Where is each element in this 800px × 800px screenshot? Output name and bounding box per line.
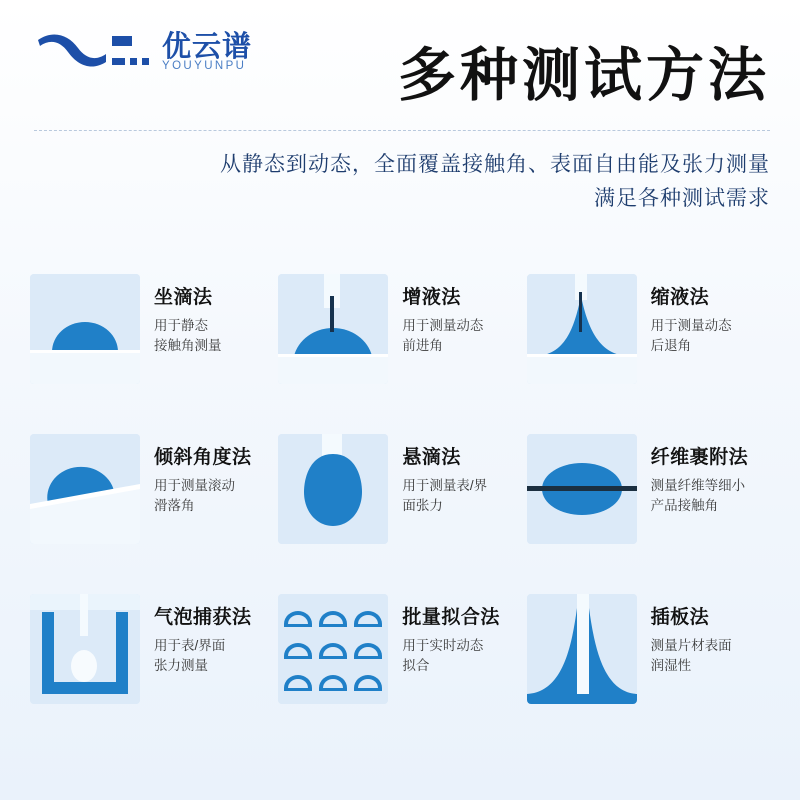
- method-title: 悬滴法: [402, 447, 461, 468]
- method-desc: [402, 636, 500, 676]
- method-card[interactable]: [278, 268, 521, 418]
- method-text: [651, 588, 732, 676]
- method-desc-line-1: 用于测量滚动: [154, 478, 235, 493]
- method-card[interactable]: [30, 268, 273, 418]
- pendant-drop-icon: [278, 434, 388, 544]
- method-desc: [402, 316, 483, 356]
- method-card[interactable]: [30, 428, 273, 578]
- method-desc-line-2: 拟合: [402, 658, 430, 673]
- method-title: 插板法: [650, 607, 710, 628]
- method-text: [402, 428, 487, 516]
- method-title: 坐滴法: [154, 287, 213, 308]
- page-title: 多种测试方法: [397, 41, 770, 109]
- page-subtitle: [50, 148, 770, 216]
- method-card[interactable]: [278, 588, 521, 738]
- method-desc-line-1: 用于静态: [154, 318, 208, 333]
- method-desc-line-2: 接触角测量: [154, 338, 222, 353]
- method-card[interactable]: [278, 428, 521, 578]
- method-title: 纤维裹附法: [650, 447, 749, 468]
- methods-grid: [30, 268, 770, 738]
- sessile-drop-icon: [30, 274, 140, 384]
- batch-fitting-icon: [278, 594, 388, 704]
- method-desc-line-2: 张力测量: [154, 658, 208, 673]
- method-text: [154, 428, 252, 516]
- method-desc-line-2: 润湿性: [650, 658, 692, 673]
- method-text: [154, 268, 222, 356]
- method-desc-line-1: 用于测量表/界: [402, 478, 488, 493]
- method-desc-line-2: 滑落角: [154, 498, 195, 513]
- method-desc: [154, 476, 252, 516]
- brand-logo: [34, 18, 254, 80]
- header-divider: [34, 130, 770, 131]
- method-desc: [651, 636, 732, 676]
- method-text: [154, 588, 252, 676]
- method-card[interactable]: [30, 588, 273, 738]
- brand-name: 优云谱: [162, 31, 253, 63]
- plate-method-icon: [527, 594, 637, 704]
- receding-drop-icon: [527, 274, 637, 384]
- method-desc: [402, 476, 487, 516]
- method-desc-line-1: 测量纤维等细小: [650, 478, 746, 493]
- method-text: [651, 268, 732, 356]
- wave-logo-icon: [34, 24, 154, 76]
- method-text: [402, 588, 500, 676]
- method-desc: [651, 316, 732, 356]
- method-desc-line-1: 用于表/界面: [154, 638, 226, 653]
- method-title: 气泡捕获法: [154, 607, 252, 628]
- subtitle-line-1: 从静态到动态，全面覆盖接触角、表面自由能及张力测量: [220, 153, 770, 176]
- page-header: [0, 0, 800, 130]
- method-desc: [154, 636, 252, 676]
- method-desc-line-2: 前进角: [402, 338, 443, 353]
- method-card[interactable]: [527, 268, 770, 418]
- method-desc-line-2: 面张力: [402, 498, 443, 513]
- method-desc-line-2: 后退角: [650, 338, 692, 353]
- advancing-drop-icon: [278, 274, 388, 384]
- subtitle-line-2: 满足各种测试需求: [594, 187, 770, 210]
- method-desc-line-2: 产品接触角: [650, 498, 719, 513]
- method-card[interactable]: [527, 588, 770, 738]
- method-desc: [651, 476, 749, 516]
- method-text: [402, 268, 483, 356]
- method-title: 批量拟合法: [402, 607, 500, 628]
- fiber-wetting-icon: [527, 434, 637, 544]
- tilt-angle-icon: [30, 434, 140, 544]
- method-title: 增液法: [402, 287, 461, 308]
- method-text: [651, 428, 749, 516]
- method-card[interactable]: [527, 428, 770, 578]
- method-desc-line-1: 用于实时动态: [402, 638, 484, 653]
- method-desc-line-1: 测量片材表面: [650, 638, 732, 653]
- brand-pinyin: YOUYUNPU: [162, 60, 247, 72]
- method-desc-line-1: 用于测量动态: [650, 318, 732, 333]
- captive-bubble-icon: [30, 594, 140, 704]
- method-title: 倾斜角度法: [154, 447, 252, 468]
- method-desc-line-1: 用于测量动态: [402, 318, 484, 333]
- method-desc: [154, 316, 222, 356]
- method-title: 缩液法: [650, 287, 710, 308]
